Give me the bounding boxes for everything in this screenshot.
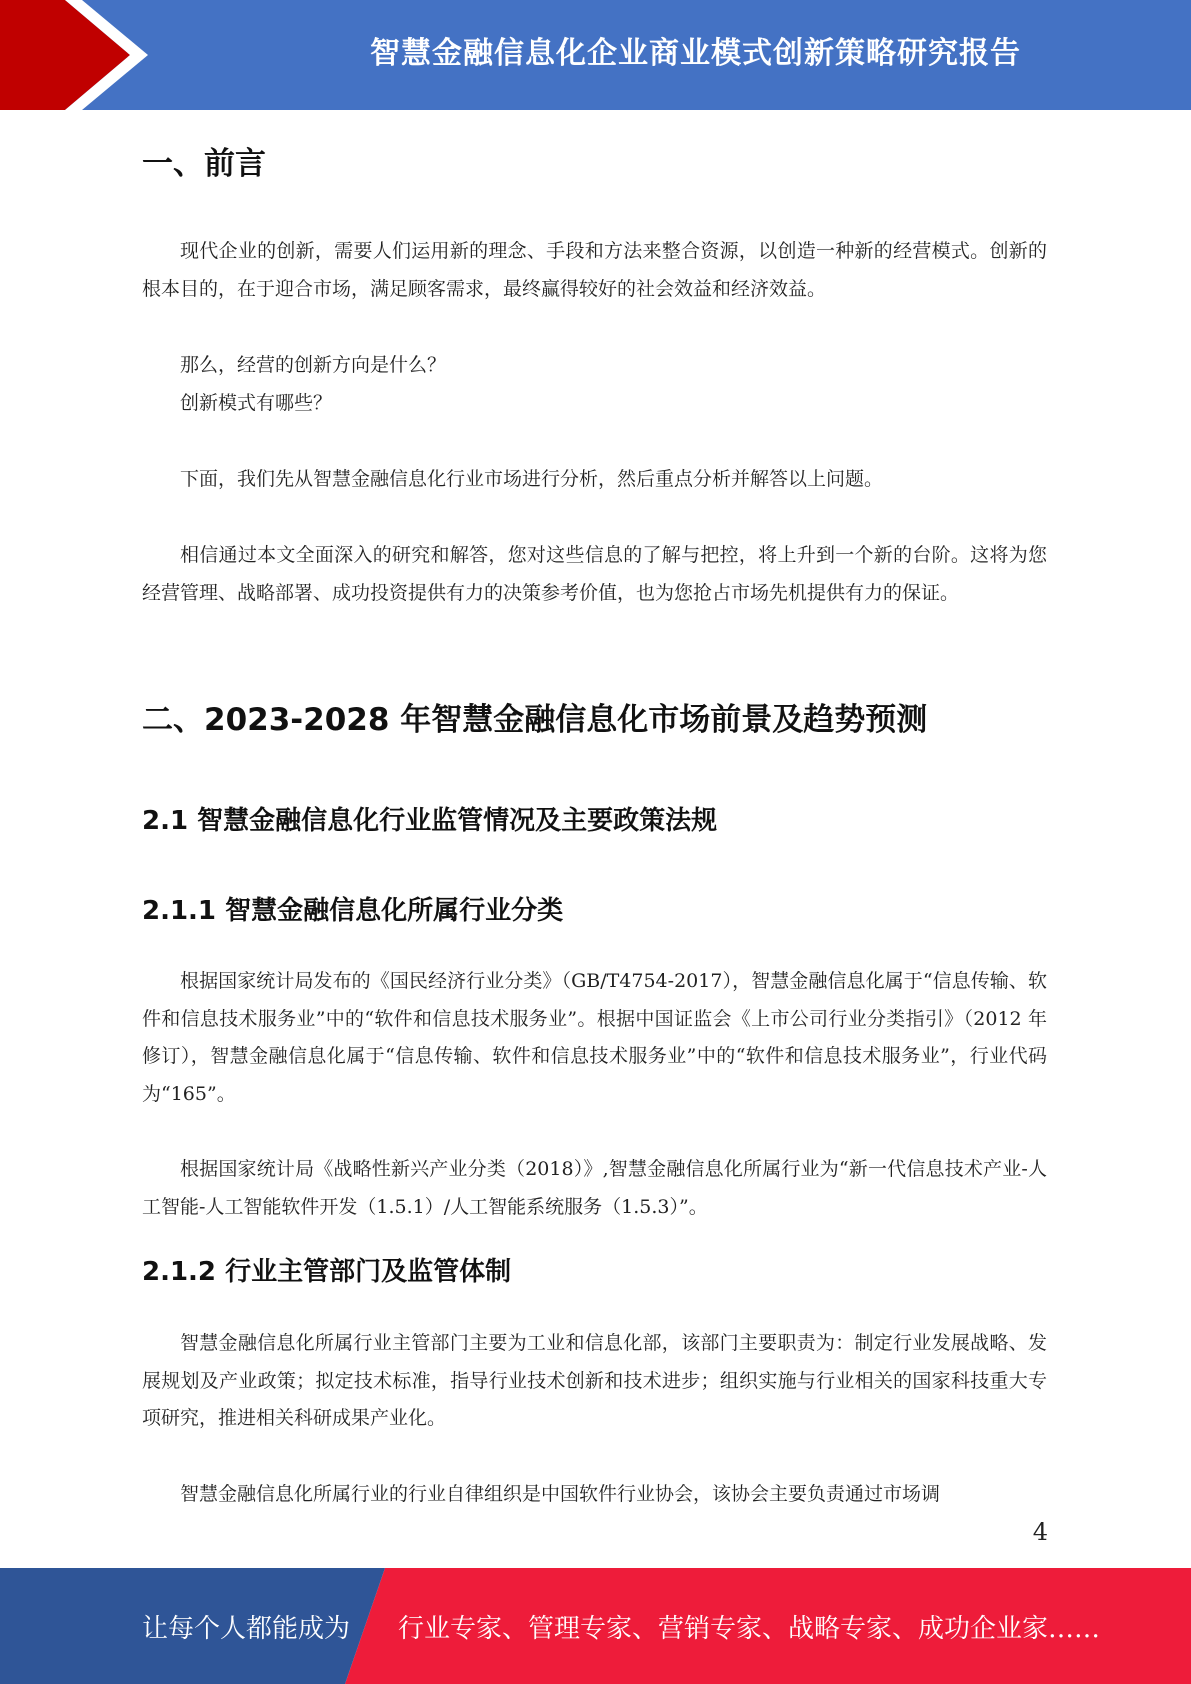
header-red-chevron	[0, 0, 130, 110]
page-footer	[0, 1568, 1191, 1684]
preface-question-2: 创新模式有哪些？	[180, 392, 333, 414]
preface-heading: 一、前言	[142, 146, 266, 182]
classification-paragraph-2: 根据国家统计局《战略性新兴产业分类（2018）》,智慧金融信息化所属行业为“新一代信息技术产业-人工智能-人工智能软件开发（1.5.1）/人工智能系统服务（1.5.3）”。	[142, 1158, 1047, 1218]
page-header	[0, 0, 1191, 110]
footer-left-text: 让每个人都能成为	[142, 1613, 351, 1644]
preface-paragraph-1: 现代企业的创新，需要人们运用新的理念、手段和方法来整合资源，以创造一种新的经营模式。创新的根本目的，在于迎合市场，满足顾客需求，最终赢得较好的社会效益和经济效益。	[142, 240, 1047, 300]
regulation-paragraph-1: 智慧金融信息化所属行业主管部门主要为工业和信息化部，该部门主要职责为：制定行业发展战略、发展规划及产业政策；拟定技术标准，指导行业技术创新和技术进步；组织实施与行业相关的国家科技重大专项研究，推进相关科研成果产业化。	[142, 1332, 1047, 1429]
section-2-1-heading: 2.1 智慧金融信息化行业监管情况及主要政策法规	[142, 806, 718, 836]
preface-paragraph-2: 下面，我们先从智慧金融信息化行业市场进行分析，然后重点分析并解答以上问题。	[180, 468, 884, 490]
preface-question-1: 那么，经营的创新方向是什么？	[180, 354, 447, 376]
section-2-1-1-heading: 2.1.1 智慧金融信息化所属行业分类	[142, 896, 564, 926]
footer-right-text: 行业专家、管理专家、营销专家、战略专家、成功企业家……	[398, 1613, 1101, 1644]
regulation-paragraph-2: 智慧金融信息化所属行业的行业自律组织是中国软件行业协会，该协会主要负责通过市场调	[180, 1483, 941, 1505]
preface-paragraph-3: 相信通过本文全面深入的研究和解答，您对这些信息的了解与把控，将上升到一个新的台阶。这将为您经营管理、战略部署、成功投资提供有力的决策参考价值，也为您抢占市场先机提供有力的保证。	[142, 544, 1047, 604]
header-title: 智慧金融信息化企业商业模式创新策略研究报告	[370, 36, 1021, 71]
classification-paragraph-1: 根据国家统计局发布的《国民经济行业分类》（GB/T4754-2017），智慧金融信息化属于“信息传输、软件和信息技术服务业”中的“软件和信息技术服务业”。根据中国证监会《上市公司行业分类指引》（2012 年修订），智慧金融信息化属于“信息传输、软件和信息技术服务业”中的“软件和信息技术服务业”，行业代码为“165”。	[142, 970, 1047, 1105]
page-number: 4	[1032, 1518, 1048, 1546]
section-2-1-2-heading: 2.1.2 行业主管部门及监管体制	[142, 1257, 512, 1287]
forecast-heading: 二、2023-2028 年智慧金融信息化市场前景及趋势预测	[142, 702, 928, 738]
